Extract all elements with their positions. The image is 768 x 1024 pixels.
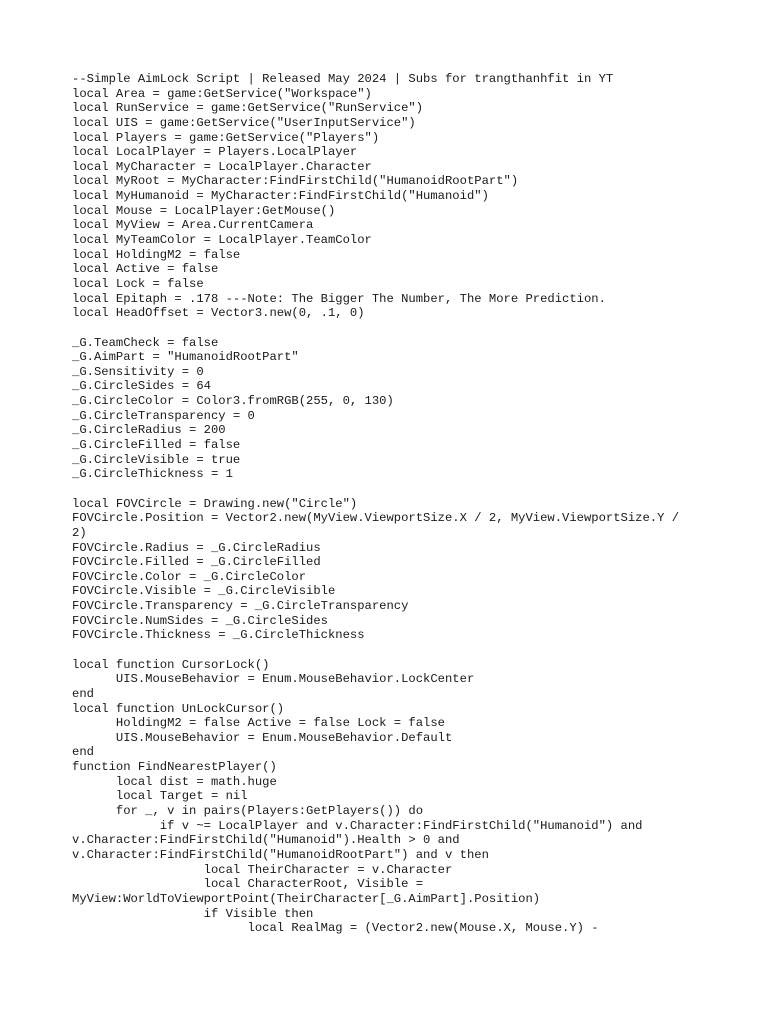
code-line: local MyRoot = MyCharacter:FindFirstChild("HumanoidRootPart") [72,174,519,189]
code-line: local MyTeamColor = LocalPlayer.TeamColor [72,233,372,248]
code-line: local Target = nil [72,789,248,804]
code-line: local Active = false [72,262,219,277]
code-line: local TheirCharacter = v.Character [72,862,453,877]
code-line: FOVCircle.Position = Vector2.new(MyView.ViewportSize.X / 2, MyView.ViewportSize.Y / [72,511,680,526]
code-line: local function CursorLock() [72,657,270,672]
code-line: local Lock = false [72,276,204,291]
code-line: local Players = game:GetService("Players") [72,130,380,145]
code-line: for _, v in pairs(Players:GetPlayers()) do [72,804,424,819]
code-line: UIS.MouseBehavior = Enum.MouseBehavior.Default [72,730,453,745]
code-line: local dist = math.huge [72,774,277,789]
code-line: _G.CircleVisible = true [72,452,241,467]
code-line: if Visible then [72,906,314,921]
blank-line [72,482,712,497]
code-line: FOVCircle.Filled = _G.CircleFilled [72,555,321,570]
code-line: local HeadOffset = Vector3.new(0, .1, 0) [72,306,365,321]
code-line: FOVCircle.Transparency = _G.CircleTransparency [72,599,409,614]
code-line: _G.AimPart = "HumanoidRootPart" [72,350,299,365]
code-line: local MyView = Area.CurrentCamera [72,218,314,233]
code-line: function FindNearestPlayer() [72,760,277,775]
code-line: --Simple AimLock Script | Released May 2024 | Subs for trangthanhfit in YT [72,72,614,86]
code-line: MyView:WorldToViewportPoint(TheirCharacter[_G.AimPart].Position) [72,891,541,906]
code-line: 2) [72,525,87,540]
blank-line [72,643,712,658]
code-line: local Epitaph = .178 ---Note: The Bigger The Number, The More Prediction. [72,291,606,306]
code-line: local MyCharacter = LocalPlayer.Character [72,159,372,174]
code-line: v.Character:FindFirstChild("HumanoidRootPart") and v then [72,847,489,862]
code-line: _G.CircleColor = Color3.fromRGB(255, 0, 130) [72,394,394,409]
code-line: FOVCircle.NumSides = _G.CircleSides [72,613,328,628]
code-text-block [72,72,712,936]
code-line: end [72,745,94,760]
code-line: if v ~= LocalPlayer and v.Character:FindFirstChild("Humanoid") and [72,818,643,833]
code-line: _G.TeamCheck = false [72,335,219,350]
code-line: _G.Sensitivity = 0 [72,364,204,379]
code-line: UIS.MouseBehavior = Enum.MouseBehavior.LockCenter [72,672,475,687]
code-line: local FOVCircle = Drawing.new("Circle") [72,496,358,511]
code-line: local LocalPlayer = Players.LocalPlayer [72,145,358,160]
code-line: FOVCircle.Radius = _G.CircleRadius [72,540,321,555]
code-line: local Mouse = LocalPlayer:GetMouse() [72,203,336,218]
code-line: FOVCircle.Thickness = _G.CircleThickness [72,628,365,643]
code-line: _G.CircleThickness = 1 [72,467,233,482]
code-line: _G.CircleRadius = 200 [72,423,226,438]
code-line: local HoldingM2 = false [72,247,241,262]
code-line: local RunService = game:GetService("RunService") [72,101,424,116]
code-line: local CharacterRoot, Visible = [72,877,424,892]
code-line: FOVCircle.Visible = _G.CircleVisible [72,584,336,599]
code-line: HoldingM2 = false Active = false Lock = false [72,716,445,731]
code-line: end [72,686,94,701]
code-line: local MyHumanoid = MyCharacter:FindFirstChild("Humanoid") [72,189,489,204]
code-line: _G.CircleSides = 64 [72,379,211,394]
code-line: local Area = game:GetService("Workspace") [72,86,372,101]
code-line: local RealMag = (Vector2.new(Mouse.X, Mouse.Y) - [72,921,599,936]
code-line: _G.CircleTransparency = 0 [72,408,255,423]
code-line: FOVCircle.Color = _G.CircleColor [72,569,307,584]
code-line: local function UnLockCursor() [72,701,285,716]
code-line: local UIS = game:GetService("UserInputService") [72,115,416,130]
code-line: v.Character:FindFirstChild("Humanoid").Health > 0 and [72,833,460,848]
code-line: _G.CircleFilled = false [72,438,241,453]
blank-line [72,321,712,336]
